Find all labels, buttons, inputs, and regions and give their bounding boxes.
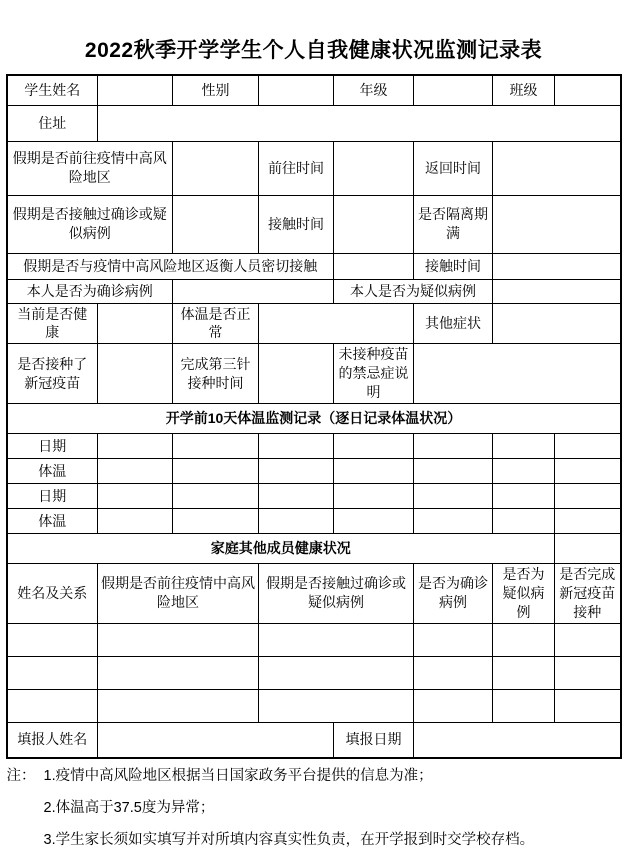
quarantine-field[interactable] [493, 195, 621, 253]
date-field[interactable] [414, 483, 493, 508]
return-time-field[interactable] [493, 141, 621, 195]
row-reporter [7, 722, 621, 758]
temperature-field[interactable] [555, 508, 621, 533]
note-text: 3.学生家长须如实填写并对所填内容真实性负责，在开学报到时交学校存档。 [43, 831, 535, 848]
row-temp-value-2 [7, 508, 621, 533]
row-temp-date-2 [7, 483, 621, 508]
class-label: 班级 [493, 75, 555, 105]
temp-label: 体温 [7, 458, 98, 483]
family-visit-risk-field[interactable] [98, 656, 259, 689]
address-label: 住址 [7, 105, 98, 141]
family-name-field[interactable] [7, 656, 98, 689]
row-vaccine [7, 344, 621, 404]
temperature-field[interactable] [555, 458, 621, 483]
family-col-contact-label: 假期是否接触过确诊或疑似病例 [259, 563, 414, 623]
date-field[interactable] [259, 433, 334, 458]
row-address [7, 105, 621, 141]
close-contact-time-field[interactable] [493, 253, 621, 279]
date-label: 日期 [7, 483, 98, 508]
family-contact-field[interactable] [259, 689, 414, 722]
healthy-field[interactable] [98, 303, 173, 344]
temp-normal-label: 体温是否正常 [173, 303, 259, 344]
third-dose-field[interactable] [259, 344, 334, 404]
family-suspected-field[interactable] [493, 623, 555, 656]
contraindication-field[interactable] [414, 344, 621, 404]
vaccinated-label: 是否接种了新冠疫苗 [7, 344, 98, 404]
row-temp-date-1 [7, 433, 621, 458]
temp-section-header: 开学前10天体温监测记录（逐日记录体温状况） [7, 403, 621, 433]
visit-risk-label: 假期是否前往疫情中高风险地区 [7, 141, 173, 195]
date-field[interactable] [334, 433, 414, 458]
self-confirmed-field[interactable] [173, 279, 334, 303]
family-section-header: 家庭其他成员健康状况 [7, 533, 555, 563]
row-visit-risk [7, 141, 621, 195]
temperature-field[interactable] [98, 458, 173, 483]
temperature-field[interactable] [98, 508, 173, 533]
family-name-field[interactable] [7, 689, 98, 722]
family-contact-field[interactable] [259, 656, 414, 689]
family-suspected-field[interactable] [493, 689, 555, 722]
date-field[interactable] [173, 483, 259, 508]
return-time-label: 返回时间 [414, 141, 493, 195]
family-col-vaccine-label: 是否完成新冠疫苗接种 [555, 563, 621, 623]
other-symptoms-field[interactable] [493, 303, 621, 344]
family-header-side-cell [555, 533, 621, 563]
report-date-label: 填报日期 [334, 722, 414, 758]
grade-field[interactable] [414, 75, 493, 105]
temperature-field[interactable] [493, 508, 555, 533]
date-field[interactable] [555, 483, 621, 508]
class-field[interactable] [555, 75, 621, 105]
note-line-3 [7, 831, 621, 850]
student-name-field[interactable] [98, 75, 173, 105]
temp-label: 体温 [7, 508, 98, 533]
family-col-visit-risk-label: 假期是否前往疫情中高风险地区 [98, 563, 259, 623]
gender-label: 性别 [173, 75, 259, 105]
contact-time-label: 接触时间 [259, 195, 334, 253]
other-symptoms-label: 其他症状 [414, 303, 493, 344]
temperature-field[interactable] [173, 458, 259, 483]
note-text: 2.体温高于37.5度为异常； [43, 799, 215, 816]
gender-field[interactable] [259, 75, 334, 105]
family-vaccine-field[interactable] [555, 623, 621, 656]
row-temp-value-1 [7, 458, 621, 483]
temperature-field[interactable] [259, 508, 334, 533]
family-col-confirmed-label: 是否为确诊病例 [414, 563, 493, 623]
row-family-columns [7, 563, 621, 623]
date-field[interactable] [414, 433, 493, 458]
grade-label: 年级 [334, 75, 414, 105]
row-contact-case [7, 195, 621, 253]
family-member-row [7, 623, 621, 656]
temperature-field[interactable] [259, 458, 334, 483]
date-field[interactable] [493, 433, 555, 458]
date-field[interactable] [98, 483, 173, 508]
close-contact-field[interactable] [334, 253, 414, 279]
note-line-2 [7, 799, 621, 818]
row-current-health [7, 303, 621, 344]
contraindication-label: 未接种疫苗的禁忌症说明 [334, 344, 414, 404]
temperature-field[interactable] [334, 508, 414, 533]
family-confirmed-field[interactable] [414, 689, 493, 722]
family-visit-risk-field[interactable] [98, 689, 259, 722]
notes [7, 767, 621, 850]
address-field[interactable] [98, 105, 621, 141]
close-contact-time-label: 接触时间 [414, 253, 493, 279]
contact-time-field[interactable] [334, 195, 414, 253]
date-field[interactable] [259, 483, 334, 508]
family-contact-field[interactable] [259, 623, 414, 656]
date-label: 日期 [7, 433, 98, 458]
reporter-name-field[interactable] [98, 722, 334, 758]
self-suspected-field[interactable] [493, 279, 621, 303]
note-text: 1.疫情中高风险地区根据当日国家政务平台提供的信息为准； [43, 768, 433, 785]
temperature-field[interactable] [334, 458, 414, 483]
contact-case-field[interactable] [173, 195, 259, 253]
row-temp-section-header [7, 403, 621, 433]
row-student-info [7, 75, 621, 105]
row-close-contact [7, 253, 621, 279]
family-vaccine-field[interactable] [555, 689, 621, 722]
family-member-row [7, 656, 621, 689]
page-title: 2022秋季开学学生个人自我健康状况监测记录表 [84, 39, 543, 62]
temperature-field[interactable] [493, 458, 555, 483]
health-form-table [6, 74, 622, 759]
student-name-label: 学生姓名 [7, 75, 98, 105]
family-confirmed-field[interactable] [414, 656, 493, 689]
date-field[interactable] [334, 483, 414, 508]
self-suspected-label: 本人是否为疑似病例 [334, 279, 493, 303]
family-col-name-label: 姓名及关系 [7, 563, 98, 623]
depart-time-label: 前往时间 [259, 141, 334, 195]
note-prefix: 注： [6, 768, 36, 785]
family-member-row [7, 689, 621, 722]
reporter-name-label: 填报人姓名 [7, 722, 98, 758]
date-field[interactable] [555, 433, 621, 458]
healthy-label: 当前是否健康 [7, 303, 98, 344]
temperature-field[interactable] [414, 458, 493, 483]
family-vaccine-field[interactable] [555, 656, 621, 689]
date-field[interactable] [173, 433, 259, 458]
note-line-1 [7, 767, 621, 786]
family-confirmed-field[interactable] [414, 623, 493, 656]
contact-case-label: 假期是否接触过确诊或疑似病例 [7, 195, 173, 253]
vaccinated-field[interactable] [98, 344, 173, 404]
temp-normal-field[interactable] [259, 303, 414, 344]
third-dose-label: 完成第三针接种时间 [173, 344, 259, 404]
temperature-field[interactable] [173, 508, 259, 533]
date-field[interactable] [493, 483, 555, 508]
row-family-section-header [7, 533, 621, 563]
family-suspected-field[interactable] [493, 656, 555, 689]
quarantine-label: 是否隔离期满 [414, 195, 493, 253]
family-visit-risk-field[interactable] [98, 623, 259, 656]
temperature-field[interactable] [414, 508, 493, 533]
row-self-case [7, 279, 621, 303]
depart-time-field[interactable] [334, 141, 414, 195]
family-name-field[interactable] [7, 623, 98, 656]
visit-risk-field[interactable] [173, 141, 259, 195]
family-col-suspected-label: 是否为疑似病例 [493, 563, 555, 623]
date-field[interactable] [98, 433, 173, 458]
self-confirmed-label: 本人是否为确诊病例 [7, 279, 173, 303]
close-contact-label: 假期是否与疫情中高风险地区返衡人员密切接触 [7, 253, 334, 279]
report-date-field[interactable] [414, 722, 621, 758]
